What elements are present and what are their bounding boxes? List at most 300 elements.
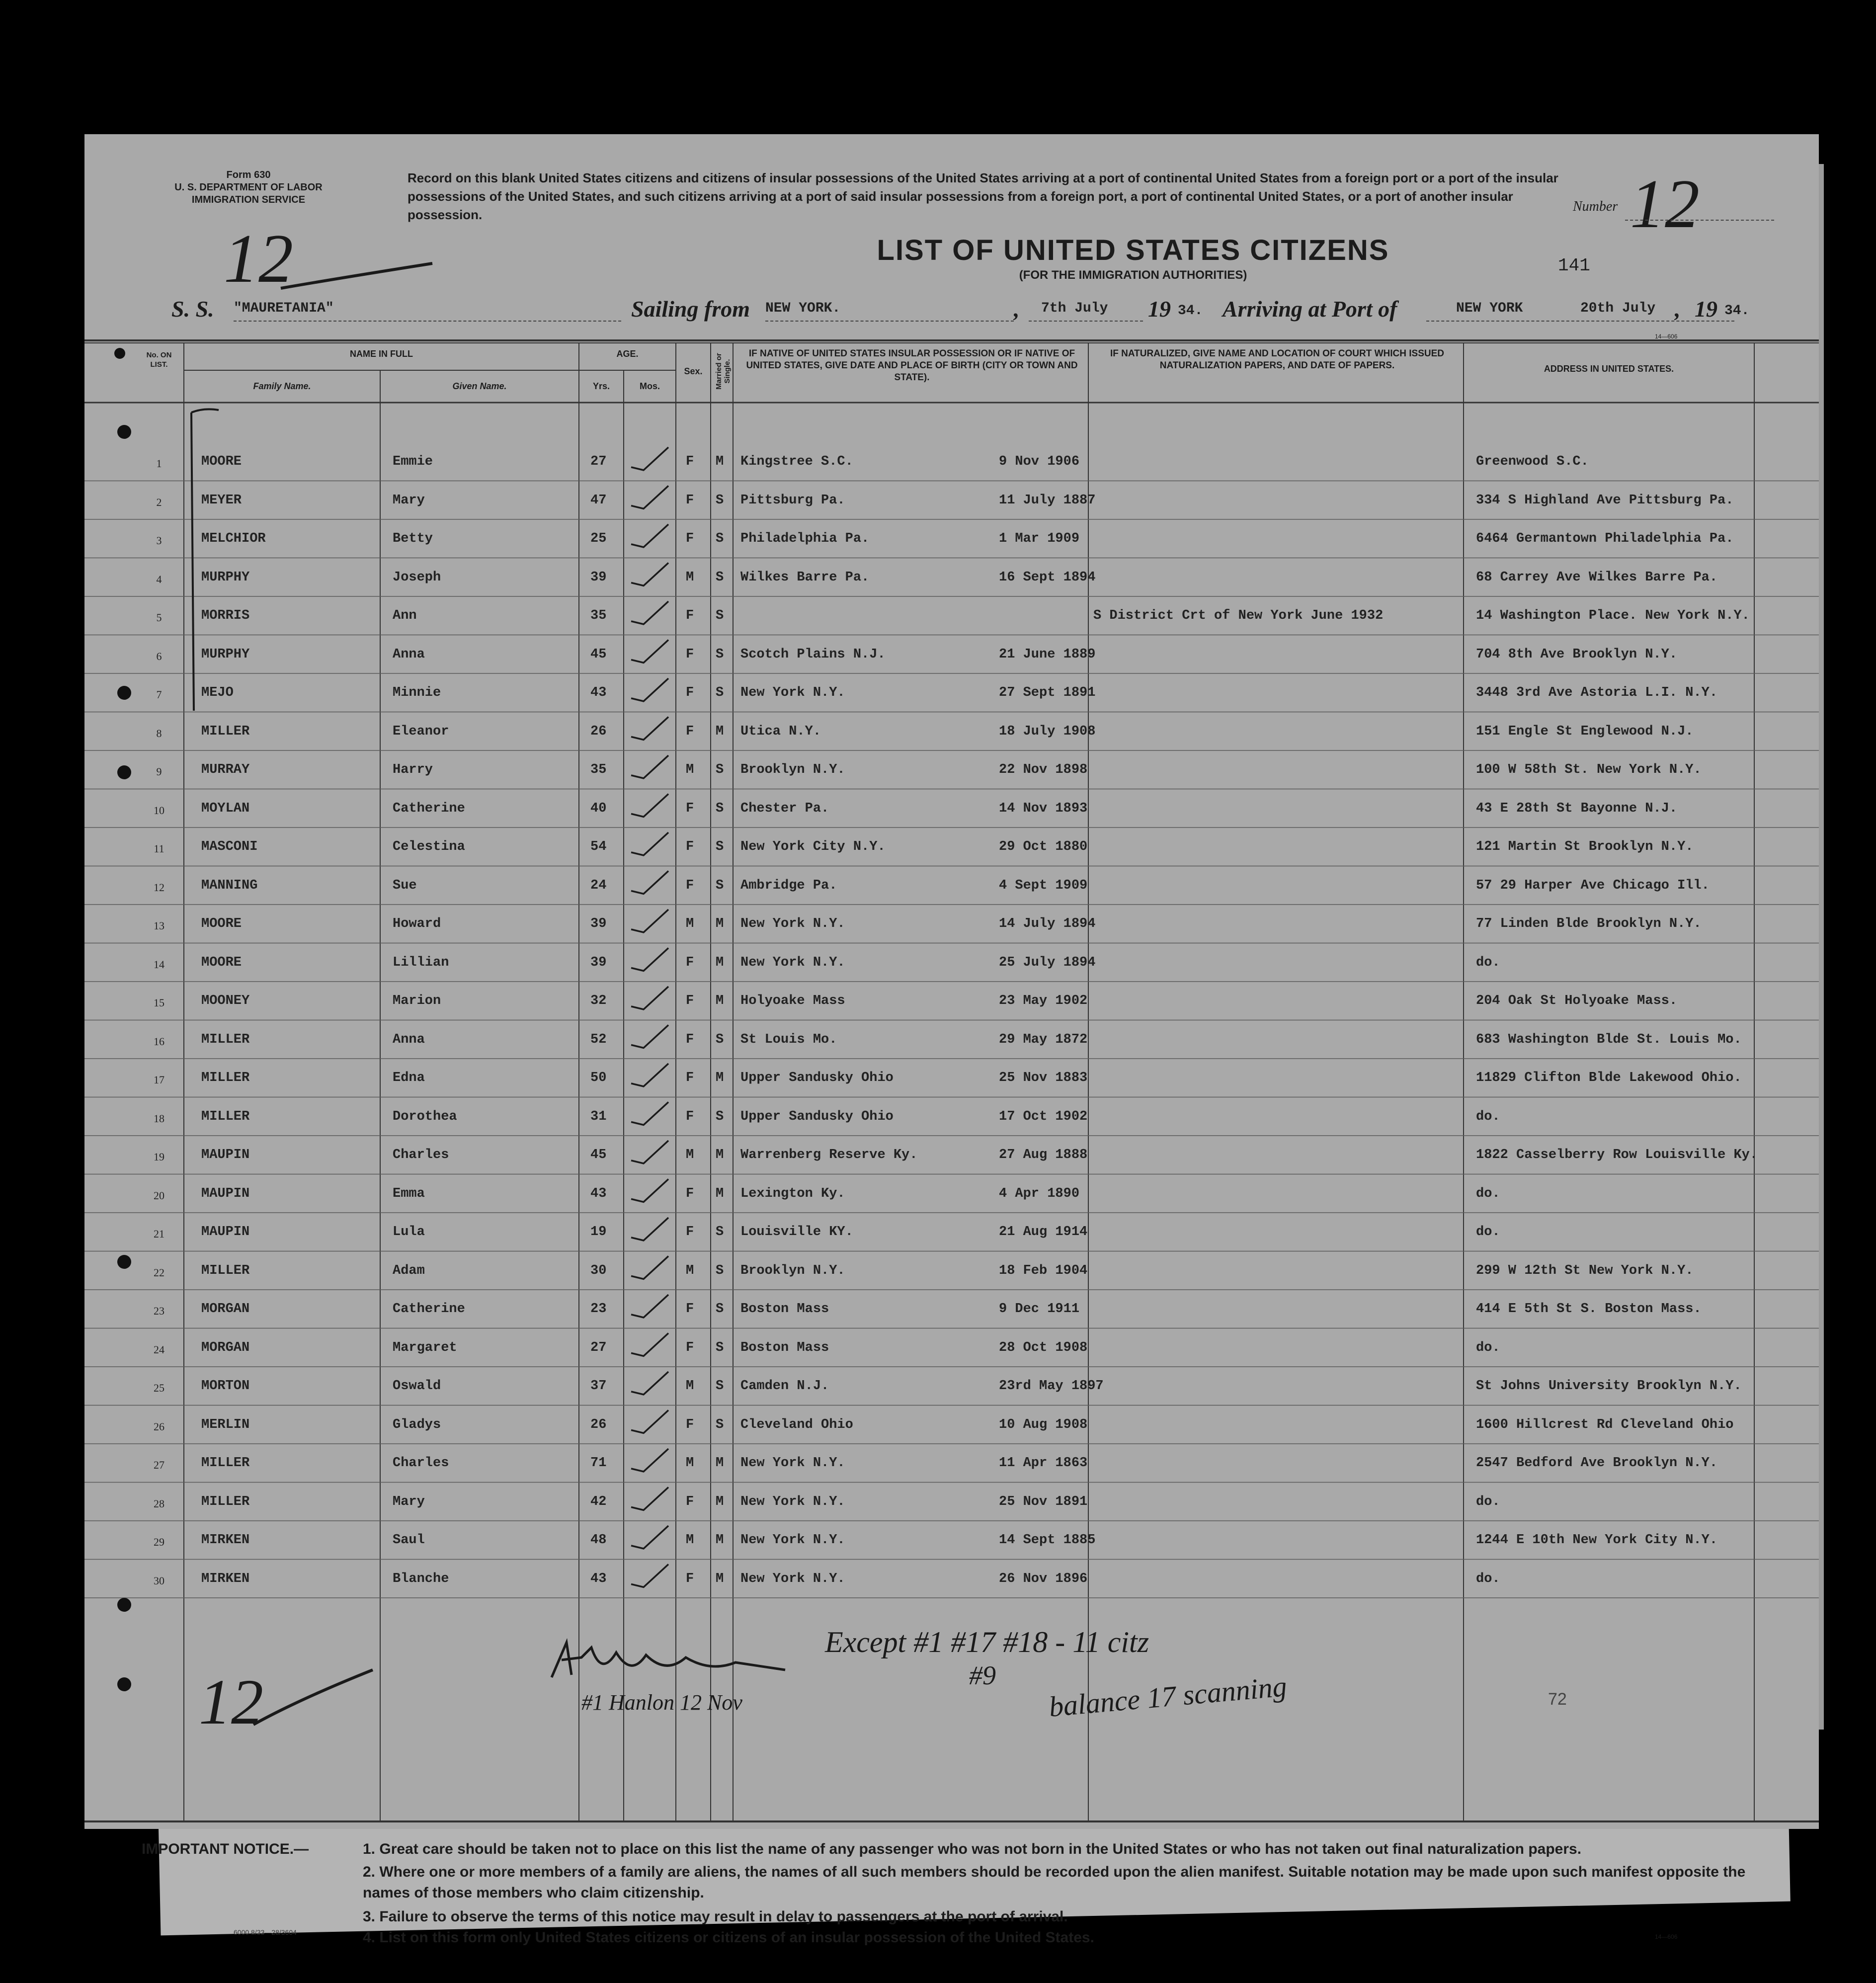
family-name: MANNING: [201, 878, 258, 893]
marital-status: S: [716, 647, 724, 662]
sex: F: [686, 454, 694, 469]
birthplace: Lexington Ky.: [740, 1186, 845, 1201]
birth-date: 25 Nov 1883: [999, 1071, 1088, 1085]
us-address: 43 E 28th St Bayonne N.J.: [1476, 801, 1678, 816]
birthplace: Ambridge Pa.: [740, 878, 837, 893]
given-name: Gladys: [393, 1417, 441, 1432]
table-row: [84, 1444, 1819, 1483]
table-row: [84, 442, 1819, 481]
family-name: MOORE: [201, 955, 242, 970]
page-number: 141: [1558, 255, 1590, 276]
family-name: MILLER: [201, 1071, 250, 1085]
us-address: do.: [1476, 1340, 1500, 1355]
family-name: MOYLAN: [201, 801, 250, 816]
form-number: Form 630: [226, 169, 271, 180]
header-naturalized: IF NATURALIZED, GIVE NAME AND LOCATION OF COURT WHICH ISSUED NATURALIZATION PAPERS, AND DATE OF PAPERS.: [1110, 348, 1444, 371]
birthplace: New York N.Y.: [740, 916, 845, 931]
birthplace: Boston Mass: [740, 1340, 829, 1355]
bottom-left-stroke: [248, 1665, 378, 1735]
table-row: [84, 1290, 1819, 1328]
table-row: [84, 866, 1819, 905]
sex: F: [686, 1186, 694, 1201]
family-name: MURPHY: [201, 647, 250, 662]
row-number: 27: [154, 1459, 164, 1471]
family-name: MELCHIOR: [201, 531, 266, 546]
given-name: Charles: [393, 1456, 449, 1471]
sex: F: [686, 531, 694, 546]
table-row: [84, 673, 1819, 712]
marital-status: S: [716, 839, 724, 854]
age-years: 71: [590, 1456, 607, 1471]
birth-date: 9 Nov 1906: [999, 454, 1080, 469]
row-number: 18: [154, 1112, 164, 1125]
ss-label: S. S.: [171, 296, 214, 322]
birthplace: Utica N.Y.: [740, 724, 821, 739]
nine-note: #9: [969, 1660, 996, 1690]
given-name: Betty: [393, 531, 433, 546]
marital-status: S: [716, 1417, 724, 1432]
marital-status: S: [716, 762, 724, 777]
row-number: 11: [154, 842, 164, 855]
row-number: 29: [154, 1536, 164, 1548]
age-years: 52: [590, 1032, 607, 1047]
age-years: 24: [590, 878, 607, 893]
sex: F: [686, 608, 694, 623]
row-number: 17: [154, 1074, 164, 1086]
given-name: Emmie: [393, 454, 433, 469]
family-name: MILLER: [201, 1494, 250, 1509]
sex: F: [686, 1340, 694, 1355]
family-name: MERLIN: [201, 1417, 250, 1432]
given-name: Charles: [393, 1148, 449, 1162]
birth-date: 25 July 1894: [999, 955, 1096, 970]
binder-hole: [117, 1677, 131, 1691]
marital-status: M: [716, 955, 724, 970]
family-name: MORRIS: [201, 608, 250, 623]
table-row: [84, 789, 1819, 828]
birthplace: Camden N.J.: [740, 1379, 829, 1394]
printing-code: 14—606: [1655, 333, 1678, 340]
marital-status: S: [716, 1340, 724, 1355]
birth-date: 23rd May 1897: [999, 1379, 1104, 1394]
binder-hole: [117, 1255, 131, 1269]
marital-status: M: [716, 724, 724, 739]
birthplace: New York N.Y.: [740, 955, 845, 970]
birthplace: Chester Pa.: [740, 801, 829, 816]
sailing-date: 7th July: [1041, 301, 1108, 316]
table-row: [84, 1059, 1819, 1097]
mark-underline-stroke: [278, 258, 437, 298]
birth-date: 14 Sept 1885: [999, 1533, 1096, 1548]
birthplace: Brooklyn N.Y.: [740, 1263, 845, 1278]
table-row: [84, 1174, 1819, 1213]
family-name: MOORE: [201, 454, 242, 469]
signature-scrawl: [547, 1633, 795, 1687]
us-address: do.: [1476, 1571, 1500, 1586]
family-name: MURPHY: [201, 570, 250, 585]
row-number: 6: [156, 650, 162, 662]
given-name: Minnie: [393, 685, 441, 700]
table-row: [84, 1097, 1819, 1136]
birth-date: 14 July 1894: [999, 916, 1096, 931]
age-years: 32: [590, 993, 607, 1008]
birth-date: 11 Apr 1863: [999, 1456, 1088, 1471]
family-name: MOORE: [201, 916, 242, 931]
age-years: 27: [590, 454, 607, 469]
sex: M: [686, 1533, 694, 1548]
sex: F: [686, 993, 694, 1008]
given-name: Sue: [393, 878, 417, 893]
table-row: [84, 1483, 1819, 1521]
marital-status: S: [716, 1109, 724, 1124]
given-name: Adam: [393, 1263, 425, 1278]
table-row: [84, 1328, 1819, 1367]
sex: F: [686, 955, 694, 970]
marital-status: M: [716, 1533, 724, 1548]
family-name: MILLER: [201, 724, 250, 739]
birth-date: 17 Oct 1902: [999, 1109, 1088, 1124]
birthplace: Warrenberg Reserve Ky.: [740, 1148, 918, 1162]
header-native: IF NATIVE OF UNITED STATES INSULAR POSSESSION OR IF NATIVE OF UNITED STATES, GIVE DATE AND PLACE OF BIRTH (CITY OR TOWN AND STATE).: [746, 348, 1078, 383]
age-years: 26: [590, 724, 607, 739]
age-years: 39: [590, 955, 607, 970]
naturalization-court: S District Crt of New York June 1932: [1093, 608, 1384, 623]
marital-status: S: [716, 1225, 724, 1239]
notice-item-1: 1. Great care should be taken not to place on this list the name of any passenger who was not born in the United States or who has not taken out final naturalization papers.: [363, 1841, 1582, 1857]
row-number: 26: [154, 1420, 164, 1433]
header-age: AGE.: [616, 349, 639, 359]
us-address: 3448 3rd Ave Astoria L.I. N.Y.: [1476, 685, 1718, 700]
us-address: 683 Washington Blde St. Louis Mo.: [1476, 1032, 1742, 1047]
corner-number: 72: [1548, 1690, 1567, 1709]
marital-status: M: [716, 1148, 724, 1162]
sex: F: [686, 1302, 694, 1317]
row-number: 21: [154, 1228, 164, 1240]
row-number: 25: [154, 1382, 164, 1394]
birth-date: 4 Apr 1890: [999, 1186, 1080, 1201]
family-name: MEJO: [201, 685, 234, 700]
row-number: 20: [154, 1189, 164, 1202]
row-number: 4: [156, 573, 162, 585]
given-name: Anna: [393, 1032, 425, 1047]
sex: F: [686, 1109, 694, 1124]
comma-1: ,: [1014, 296, 1020, 322]
us-address: do.: [1476, 1186, 1500, 1201]
table-row: [84, 1405, 1819, 1444]
birthplace: New York N.Y.: [740, 1456, 845, 1471]
family-name: MOONEY: [201, 993, 250, 1008]
marital-status: M: [716, 1456, 724, 1471]
sex: F: [686, 878, 694, 893]
birthplace: St Louis Mo.: [740, 1032, 837, 1047]
age-years: 27: [590, 1340, 607, 1355]
row-number: 23: [154, 1305, 164, 1317]
row-number: 7: [156, 688, 162, 701]
birth-date: 9 Dec 1911: [999, 1302, 1080, 1317]
family-name: MIRKEN: [201, 1571, 250, 1586]
birth-date: 27 Aug 1888: [999, 1148, 1088, 1162]
table-row: [84, 481, 1819, 520]
sailing-port-underline: [765, 321, 1014, 322]
birthplace: New York N.Y.: [740, 685, 845, 700]
birth-date: 1 Mar 1909: [999, 531, 1080, 546]
table-row: [84, 1367, 1819, 1405]
age-years: 42: [590, 1494, 607, 1509]
binder-hole: [117, 1598, 131, 1612]
ship-name: "MAURETANIA": [234, 301, 334, 316]
family-name: MILLER: [201, 1456, 250, 1471]
birth-date: 18 Feb 1904: [999, 1263, 1088, 1278]
us-address: 2547 Bedford Ave Brooklyn N.Y.: [1476, 1456, 1718, 1471]
row-number: 13: [154, 919, 164, 932]
row-number: 12: [154, 881, 164, 894]
table-row: [84, 1136, 1819, 1174]
sex: F: [686, 1032, 694, 1047]
notice-item-3: 3. Failure to observe the terms of this notice may result in delay to passengers at the port of arrival.: [363, 1908, 1068, 1925]
year-prefix-1: 19: [1148, 296, 1171, 322]
age-years: 23: [590, 1302, 607, 1317]
row-number: 24: [154, 1343, 164, 1356]
sex: F: [686, 685, 694, 700]
us-address: 1244 E 10th New York City N.Y.: [1476, 1533, 1718, 1548]
sex: F: [686, 1494, 694, 1509]
binder-hole: [117, 686, 131, 700]
row-number: 30: [154, 1574, 164, 1587]
given-name: Celestina: [393, 839, 465, 854]
header-married-single: Married or Single.: [715, 353, 732, 390]
table-row: [84, 596, 1819, 635]
birth-date: 4 Sept 1909: [999, 878, 1088, 893]
family-name: MORGAN: [201, 1340, 250, 1355]
row-number: 1: [156, 457, 162, 470]
family-name: MAUPIN: [201, 1225, 250, 1239]
given-name: Joseph: [393, 570, 441, 585]
age-years: 47: [590, 493, 607, 508]
table-row: [84, 1213, 1819, 1251]
header-name-in-full: NAME IN FULL: [350, 349, 413, 359]
sex: F: [686, 1571, 694, 1586]
age-years: 48: [590, 1533, 607, 1548]
given-name: Catherine: [393, 801, 465, 816]
sex: F: [686, 801, 694, 816]
row-number: 2: [156, 496, 162, 508]
row-number: 22: [154, 1266, 164, 1279]
table-row: [84, 1020, 1819, 1059]
age-years: 40: [590, 801, 607, 816]
number-label: Number: [1573, 199, 1618, 214]
given-name: Mary: [393, 1494, 425, 1509]
sailing-date-underline: [1029, 321, 1143, 322]
us-address: do.: [1476, 1225, 1500, 1239]
given-name: Howard: [393, 916, 441, 931]
us-address: 100 W 58th St. New York N.Y.: [1476, 762, 1702, 777]
age-years: 43: [590, 685, 607, 700]
age-years: 50: [590, 1071, 607, 1085]
marital-status: S: [716, 493, 724, 508]
given-name: Emma: [393, 1186, 425, 1201]
table-row: [84, 943, 1819, 982]
family-name: MAUPIN: [201, 1148, 250, 1162]
marital-status: S: [716, 1263, 724, 1278]
us-address: 11829 Clifton Blde Lakewood Ohio.: [1476, 1071, 1742, 1085]
header-yrs: Yrs.: [592, 381, 610, 391]
given-name: Lula: [393, 1225, 425, 1239]
us-address: do.: [1476, 1494, 1500, 1509]
us-address: do.: [1476, 955, 1500, 970]
us-address: 414 E 5th St S. Boston Mass.: [1476, 1302, 1702, 1317]
family-name: MILLER: [201, 1263, 250, 1278]
balance-note: balance 17 scanning: [1048, 1670, 1288, 1723]
birth-date: 21 Aug 1914: [999, 1225, 1088, 1239]
age-years: 35: [590, 762, 607, 777]
row-number: 8: [156, 727, 162, 740]
given-name: Anna: [393, 647, 425, 662]
department-name: U. S. DEPARTMENT OF LABOR: [174, 182, 323, 193]
birth-date: 10 Aug 1908: [999, 1417, 1088, 1432]
us-address: do.: [1476, 1109, 1500, 1124]
table-row: [84, 905, 1819, 943]
us-address: St Johns University Brooklyn N.Y.: [1476, 1379, 1742, 1394]
given-name: Saul: [393, 1533, 425, 1548]
table-row: [84, 750, 1819, 789]
arrival-port: NEW YORK: [1456, 301, 1523, 316]
sex: F: [686, 1225, 694, 1239]
birthplace: New York N.Y.: [740, 1571, 845, 1586]
age-years: 35: [590, 608, 607, 623]
family-name: MURRAY: [201, 762, 250, 777]
row-number: 19: [154, 1151, 164, 1163]
marital-status: S: [716, 531, 724, 546]
notice-title: IMPORTANT NOTICE.—: [142, 1841, 309, 1857]
marital-status: S: [716, 801, 724, 816]
birthplace: New York N.Y.: [740, 1494, 845, 1509]
year-prefix-2: 19: [1695, 296, 1717, 322]
header-family-name: Family Name.: [253, 381, 311, 391]
sex: F: [686, 647, 694, 662]
age-years: 31: [590, 1109, 607, 1124]
sex: M: [686, 1456, 694, 1471]
header-address: ADDRESS IN UNITED STATES.: [1544, 364, 1674, 374]
row-number: 16: [154, 1035, 164, 1048]
birth-date: 29 May 1872: [999, 1032, 1088, 1047]
ship-underline: [234, 321, 621, 322]
table-row: [84, 1521, 1819, 1560]
given-name: Edna: [393, 1071, 425, 1085]
birth-date: 29 Oct 1880: [999, 839, 1088, 854]
family-name: MILLER: [201, 1032, 250, 1047]
age-years: 45: [590, 1148, 607, 1162]
birth-date: 16 Sept 1894: [999, 570, 1096, 585]
service-name: IMMIGRATION SERVICE: [191, 194, 306, 205]
us-address: 151 Engle St Englewood N.J.: [1476, 724, 1694, 739]
arrival-date: 20th July: [1580, 301, 1656, 316]
birthplace: Cleveland Ohio: [740, 1417, 853, 1432]
hanlon-note: #1 Hanlon 12 Nov: [581, 1690, 742, 1715]
birth-date: 23 May 1902: [999, 993, 1088, 1008]
intro-text: Record on this blank United States citizens and citizens of insular possessions of the United States arriving at a port of continental United States from a foreign port or a port of the insular possessions of the United States, and such citizens arriving at a port of said insular possessions from a foreign port, a port of continental United States, or a port of another insular possession.: [408, 170, 1558, 222]
us-address: 299 W 12th St New York N.Y.: [1476, 1263, 1694, 1278]
us-address: 68 Carrey Ave Wilkes Barre Pa.: [1476, 570, 1718, 585]
birthplace: Kingstree S.C.: [740, 454, 853, 469]
table-row: [84, 635, 1819, 674]
age-years: 37: [590, 1379, 607, 1394]
row-number: 10: [154, 804, 164, 817]
us-address: 121 Martin St Brooklyn N.Y.: [1476, 839, 1694, 854]
table-row: [84, 1251, 1819, 1290]
age-years: 19: [590, 1225, 607, 1239]
marital-status: S: [716, 1379, 724, 1394]
family-name: MEYER: [201, 493, 242, 508]
us-address: 204 Oak St Holyoake Mass.: [1476, 993, 1678, 1008]
birth-date: 14 Nov 1893: [999, 801, 1088, 816]
handwritten-mark: 12: [224, 220, 293, 297]
family-name: MIRKEN: [201, 1533, 250, 1548]
binder-hole: [117, 425, 131, 439]
us-address: 334 S Highland Ave Pittsburg Pa.: [1476, 493, 1734, 508]
age-years: 25: [590, 531, 607, 546]
given-name: Eleanor: [393, 724, 449, 739]
sex: M: [686, 1263, 694, 1278]
marital-status: M: [716, 1186, 724, 1201]
us-address: 57 29 Harper Ave Chicago Ill.: [1476, 878, 1710, 893]
age-years: 54: [590, 839, 607, 854]
header-mos: Mos.: [639, 381, 660, 391]
marital-status: S: [716, 608, 724, 623]
sailing-year: 34.: [1178, 303, 1203, 319]
except-note: Except #1 #17 #18 - 11 citz: [825, 1626, 1149, 1658]
given-name: Margaret: [393, 1340, 457, 1355]
age-years: 39: [590, 916, 607, 931]
given-name: Blanche: [393, 1571, 449, 1586]
birthplace: New York N.Y.: [740, 1533, 845, 1548]
page-subtitle: (FOR THE IMMIGRATION AUTHORITIES): [1019, 268, 1247, 282]
marital-status: S: [716, 570, 724, 585]
bottom-left-mark: 12: [199, 1666, 263, 1738]
birthplace: Louisville KY.: [740, 1225, 853, 1239]
binder-hole: [117, 765, 131, 779]
us-address: 6464 Germantown Philadelphia Pa.: [1476, 531, 1734, 546]
us-address: 14 Washington Place. New York N.Y.: [1476, 608, 1750, 623]
arrival-year: 34.: [1724, 303, 1750, 319]
marital-status: M: [716, 1071, 724, 1085]
birthplace: Pittsburg Pa.: [740, 493, 845, 508]
birthplace: Scotch Plains N.J.: [740, 647, 886, 662]
given-name: Catherine: [393, 1302, 465, 1317]
marital-status: M: [716, 993, 724, 1008]
binder-hole: [114, 348, 125, 359]
marital-status: M: [716, 1571, 724, 1586]
table-row: [84, 712, 1819, 751]
given-name: Lillian: [393, 955, 449, 970]
birth-date: 18 July 1908: [999, 724, 1096, 739]
us-address: Greenwood S.C.: [1476, 454, 1589, 469]
age-years: 43: [590, 1571, 607, 1586]
table-row: [84, 982, 1819, 1020]
age-years: 26: [590, 1417, 607, 1432]
age-years: 43: [590, 1186, 607, 1201]
birthplace: Upper Sandusky Ohio: [740, 1109, 894, 1124]
given-name: Harry: [393, 762, 433, 777]
family-name: MORGAN: [201, 1302, 250, 1317]
sex: M: [686, 570, 694, 585]
marital-status: S: [716, 685, 724, 700]
marital-status: M: [716, 454, 724, 469]
header-given-name: Given Name.: [452, 381, 507, 391]
table-row: [84, 827, 1819, 866]
family-name: MILLER: [201, 1109, 250, 1124]
given-name: Dorothea: [393, 1109, 457, 1124]
us-address: 77 Linden Blde Brooklyn N.Y.: [1476, 916, 1702, 931]
